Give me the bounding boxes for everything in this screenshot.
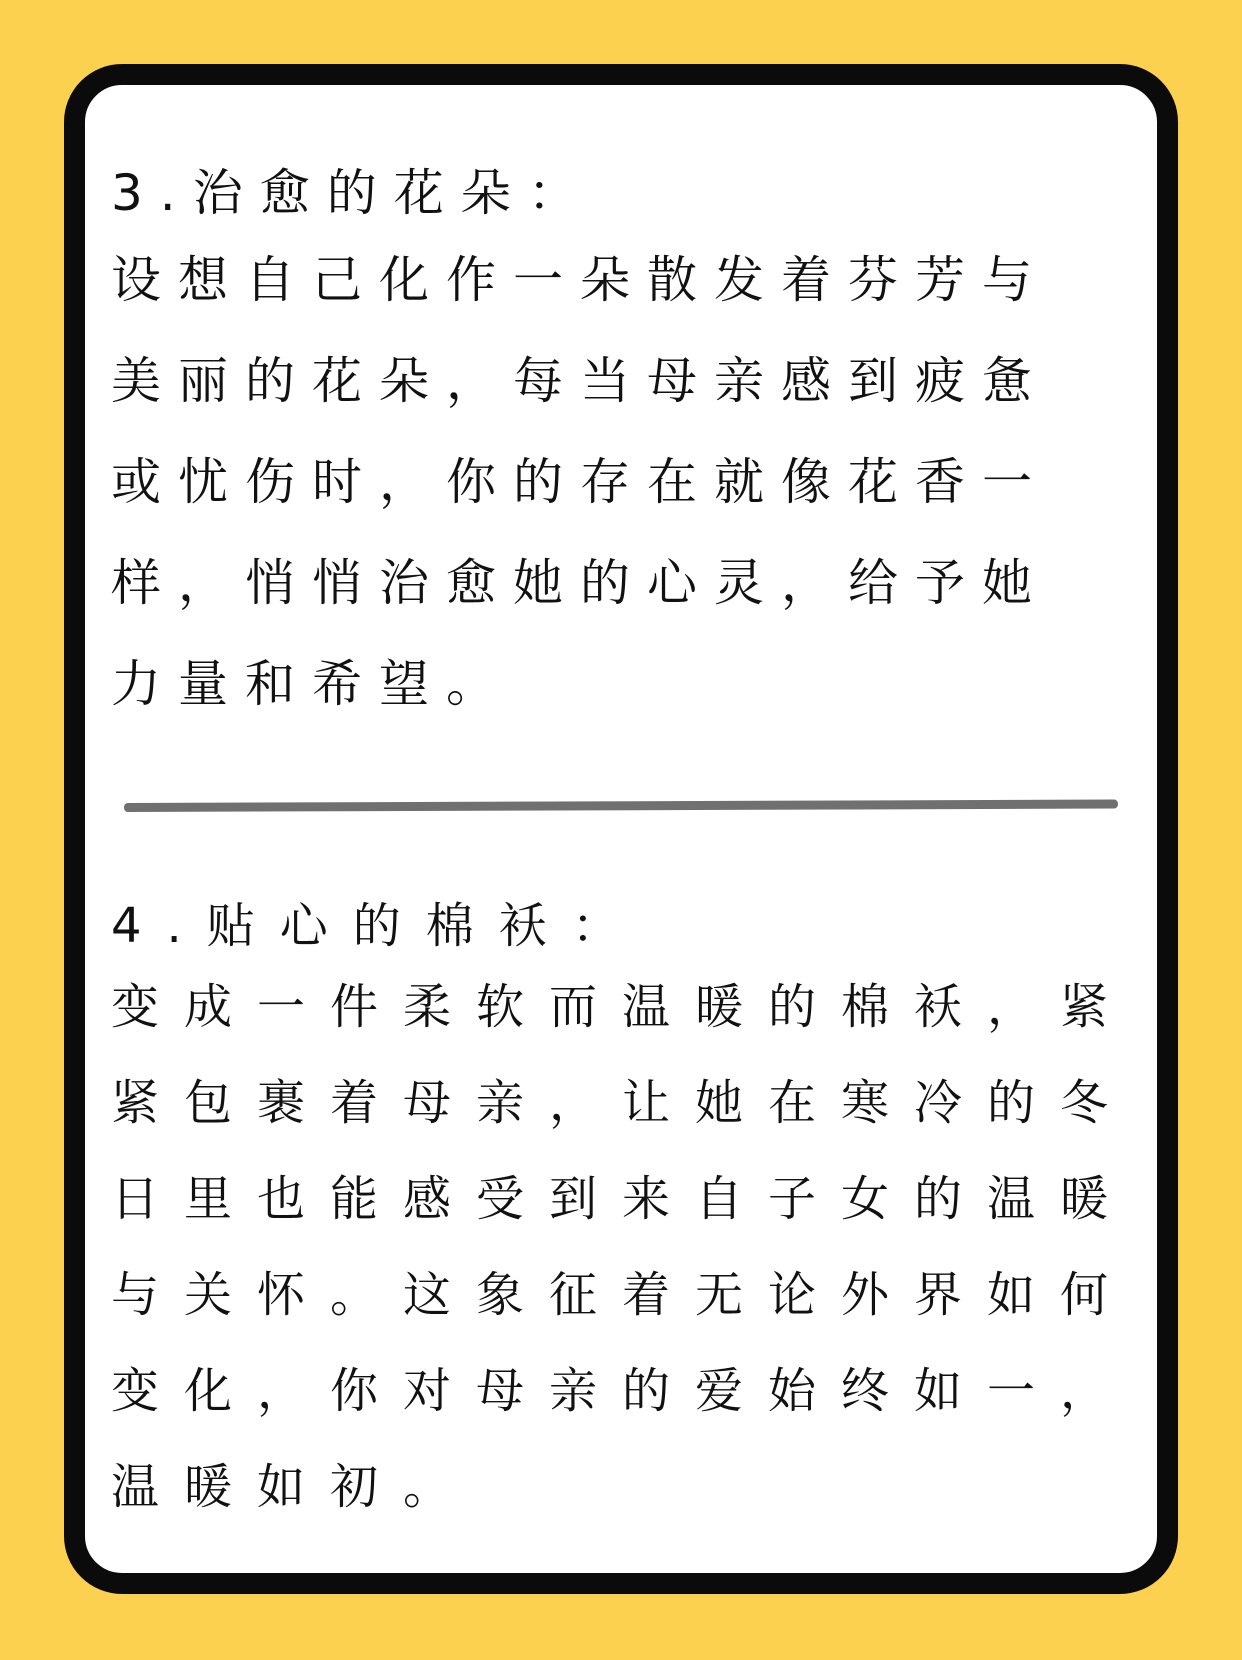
paragraph-line: 温暖如初。 — [111, 1459, 477, 1515]
paragraph-line: 变化，你对母亲的爱始终如一， — [111, 1363, 1134, 1419]
paragraph-line: 力量和希望。 — [111, 655, 513, 713]
paragraph-line: 或忧伤时，你的存在就像花香一 — [111, 453, 1049, 511]
section-healing-flower — [111, 160, 1111, 735]
section-cotton-jacket — [111, 895, 1134, 1535]
paragraph-line: 日里也能感受到来自子女的温暖 — [111, 1171, 1134, 1227]
paragraph-line: 设想自己化作一朵散发着芬芳与 — [111, 251, 1049, 309]
paragraph-line: 样，悄悄治愈她的心灵，给予她 — [111, 554, 1049, 612]
paragraph-line: 紧包裹着母亲，让她在寒冷的冬 — [111, 1075, 1134, 1131]
paragraph-line: 变成一件柔软而温暖的棉袄，紧 — [111, 979, 1134, 1035]
paragraph-line: 与关怀。这象征着无论外界如何 — [111, 1267, 1134, 1323]
section-heading: 3.治愈的花朵： — [111, 164, 595, 222]
section-heading: 4.贴心的棉袄： — [111, 898, 645, 954]
paragraph-line: 美丽的花朵，每当母亲感到疲惫 — [111, 352, 1049, 410]
